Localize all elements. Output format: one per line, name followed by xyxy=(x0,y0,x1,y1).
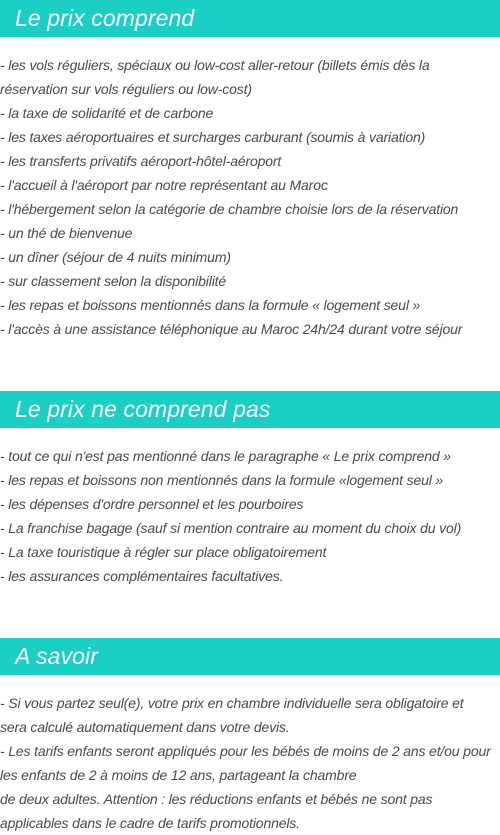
list-item: - les repas et boissons mentionnés dans la formule « logement seul » xyxy=(0,297,421,313)
list-item: - sur classement selon la disponibilité xyxy=(0,273,227,289)
paragraph-line: applicables dans le cadre de tarifs promotionnels. xyxy=(0,815,300,831)
paragraph-line: - Les tarifs enfants seront appliqués pour les bébés de moins de 2 ans et/ou pour xyxy=(0,743,491,759)
list-item: - l'accueil à l'aéroport par notre représentant au Maroc xyxy=(0,177,328,193)
list-item: - La franchise bagage (sauf si mention contraire au moment du choix du vol) xyxy=(0,520,462,536)
list-item: - tout ce qui n'est pas mentionné dans le paragraphe « Le prix comprend » xyxy=(0,448,451,464)
section-title: A savoir xyxy=(15,643,99,669)
section-prix-comprend xyxy=(0,0,500,341)
list-item: - la taxe de solidarité et de carbone xyxy=(0,105,214,121)
section-title: Le prix ne comprend pas xyxy=(15,396,271,422)
list-item: - les dépenses d'ordre personnel et les pourboires xyxy=(0,496,304,512)
list-item: - La taxe touristique à régler sur place obligatoirement xyxy=(0,544,327,560)
paragraph-line: de deux adultes. Attention : les réductions enfants et bébés ne sont pas xyxy=(0,791,433,807)
section-body xyxy=(0,37,500,341)
section-header xyxy=(0,391,500,428)
list-item: - l'hébergement selon la catégorie de chambre choisie lors de la réservation xyxy=(0,201,459,217)
list-item: - les vols réguliers, spéciaux ou low-cost aller-retour (billets émis dès la xyxy=(0,57,430,73)
list-item: - les transferts privatifs aéroport-hôtel-aéroport xyxy=(0,153,282,169)
paragraph-line: - Si vous partez seul(e), votre prix en chambre individuelle sera obligatoire et xyxy=(0,695,464,711)
list-item: - les taxes aéroportuaires et surcharges carburant (soumis à variation) xyxy=(0,129,426,145)
section-body xyxy=(0,675,500,835)
list-item: - l'accès à une assistance téléphonique au Maroc 24h/24 durant votre séjour xyxy=(0,321,463,337)
section-a-savoir xyxy=(0,638,500,835)
list-item: - les assurances complémentaires facultatives. xyxy=(0,568,284,584)
paragraph-line: les enfants de 2 à moins de 12 ans, partageant la chambre xyxy=(0,767,357,783)
list-item: - un thé de bienvenue xyxy=(0,225,133,241)
paragraph-line: sera calculé automatiquement dans votre devis. xyxy=(0,719,290,735)
list-item: - un dîner (séjour de 4 nuits minimum) xyxy=(0,249,231,265)
section-body xyxy=(0,428,500,588)
section-prix-ne-comprend-pas xyxy=(0,391,500,588)
list-item: réservation sur vols réguliers ou low-cost) xyxy=(0,81,252,97)
section-header xyxy=(0,638,500,675)
section-header xyxy=(0,0,500,37)
list-item: - les repas et boissons non mentionnés dans la formule «logement seul » xyxy=(0,472,444,488)
section-title: Le prix comprend xyxy=(15,5,195,31)
